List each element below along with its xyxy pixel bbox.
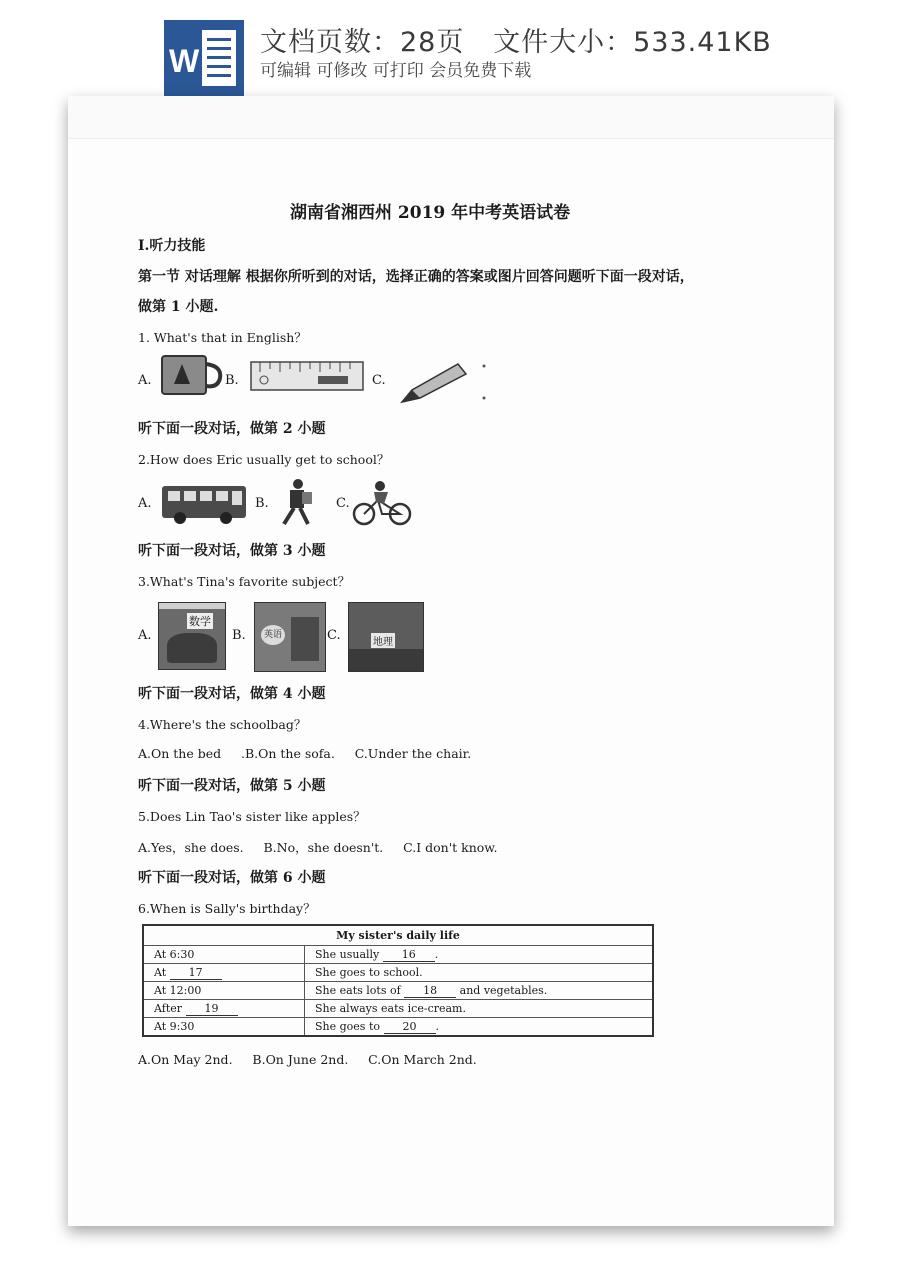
blank-19: 19 xyxy=(186,1002,238,1016)
blank-16: 16 xyxy=(383,948,435,962)
mug-image xyxy=(156,354,226,398)
q1-option-c: C. xyxy=(372,373,386,388)
heading-q3: 听下面一段对话，做第 3 小题 xyxy=(138,543,326,559)
walking-student-image xyxy=(276,478,318,526)
q2-option-b: B. xyxy=(255,496,269,511)
q3-option-c: C. xyxy=(327,628,341,643)
blank-17: 17 xyxy=(170,966,222,980)
ruler-image xyxy=(250,360,366,394)
row-time: At 6:30 xyxy=(154,948,195,961)
file-info: 文档页数：28页 文件大小：533.41KB xyxy=(260,27,772,58)
daily-life-table xyxy=(142,924,654,1037)
geography-book-image xyxy=(348,602,424,672)
intro-line-1: 第一节 对话理解 根据你所听到的对话，选择正确的答案或图片回答问题听下面一段对话， xyxy=(138,269,694,285)
math-book-image xyxy=(158,602,226,670)
q2-option-c: C. xyxy=(336,496,350,511)
document-page xyxy=(68,96,834,1226)
table-header: My sister's daily life xyxy=(143,925,653,946)
heading-q2: 听下面一段对话，做第 2 小题 xyxy=(138,421,326,437)
q6-options: A.On May 2nd. B.On June 2nd. C.On March 2nd. xyxy=(138,1052,477,1067)
heading-q5: 听下面一段对话，做第 5 小题 xyxy=(138,778,326,794)
file-features: 可编辑 可修改 可打印 会员免费下载 xyxy=(260,61,532,81)
exam-title: 湖南省湘西州 2019 年中考英语试卷 xyxy=(290,203,571,223)
q5-options: A.Yes，she does. B.No，she doesn't. C.I don't know. xyxy=(138,840,498,855)
word-letter: W xyxy=(169,43,200,79)
q2-option-a: A. xyxy=(138,496,152,511)
heading-q4: 听下面一段对话，做第 4 小题 xyxy=(138,686,326,702)
table-row: At 6:30 She usually 16 . xyxy=(143,946,653,964)
table-row: At 17 She goes to school. xyxy=(143,964,653,982)
section-heading: I.听力技能 xyxy=(138,238,206,254)
q3-option-b: B. xyxy=(232,628,246,643)
question-2: 2.How does Eric usually get to school？ xyxy=(138,452,390,467)
blank-20: 20 xyxy=(384,1020,436,1034)
word-document-icon xyxy=(164,20,244,96)
q1-option-b: B. xyxy=(225,373,239,388)
table-row: At 9:30 She goes to 20 . xyxy=(143,1018,653,1037)
page-top-strip xyxy=(68,96,834,139)
q4-options: A.On the bed .B.On the sofa. C.Under the chair. xyxy=(138,746,472,761)
table-row: After 19 She always eats ice-cream. xyxy=(143,1000,653,1018)
table-row: At 12:00 She eats lots of 18 and vegetables. xyxy=(143,982,653,1000)
question-1: 1. What's that in English？ xyxy=(138,330,307,345)
q1-option-a: A. xyxy=(138,373,152,388)
pencil-image xyxy=(398,358,488,406)
english-book-image xyxy=(254,602,326,672)
question-4: 4.Where's the schoolbag？ xyxy=(138,717,307,732)
blank-18: 18 xyxy=(404,984,456,998)
question-6: 6.When is Sally's birthday？ xyxy=(138,901,316,916)
question-5: 5.Does Lin Tao's sister like apples？ xyxy=(138,809,366,824)
intro-line-2: 做第 1 小题. xyxy=(138,299,219,315)
download-banner xyxy=(0,0,900,100)
cyclist-image xyxy=(352,480,414,528)
book-label-geography: 地理 xyxy=(371,633,395,648)
book-label-math: 数学 xyxy=(189,615,211,628)
heading-q6: 听下面一段对话，做第 6 小题 xyxy=(138,870,326,886)
question-3: 3.What's Tina's favorite subject？ xyxy=(138,574,351,589)
q3-option-a: A. xyxy=(138,628,152,643)
bus-image xyxy=(160,484,248,526)
book-label-english: 英语 xyxy=(261,625,285,645)
